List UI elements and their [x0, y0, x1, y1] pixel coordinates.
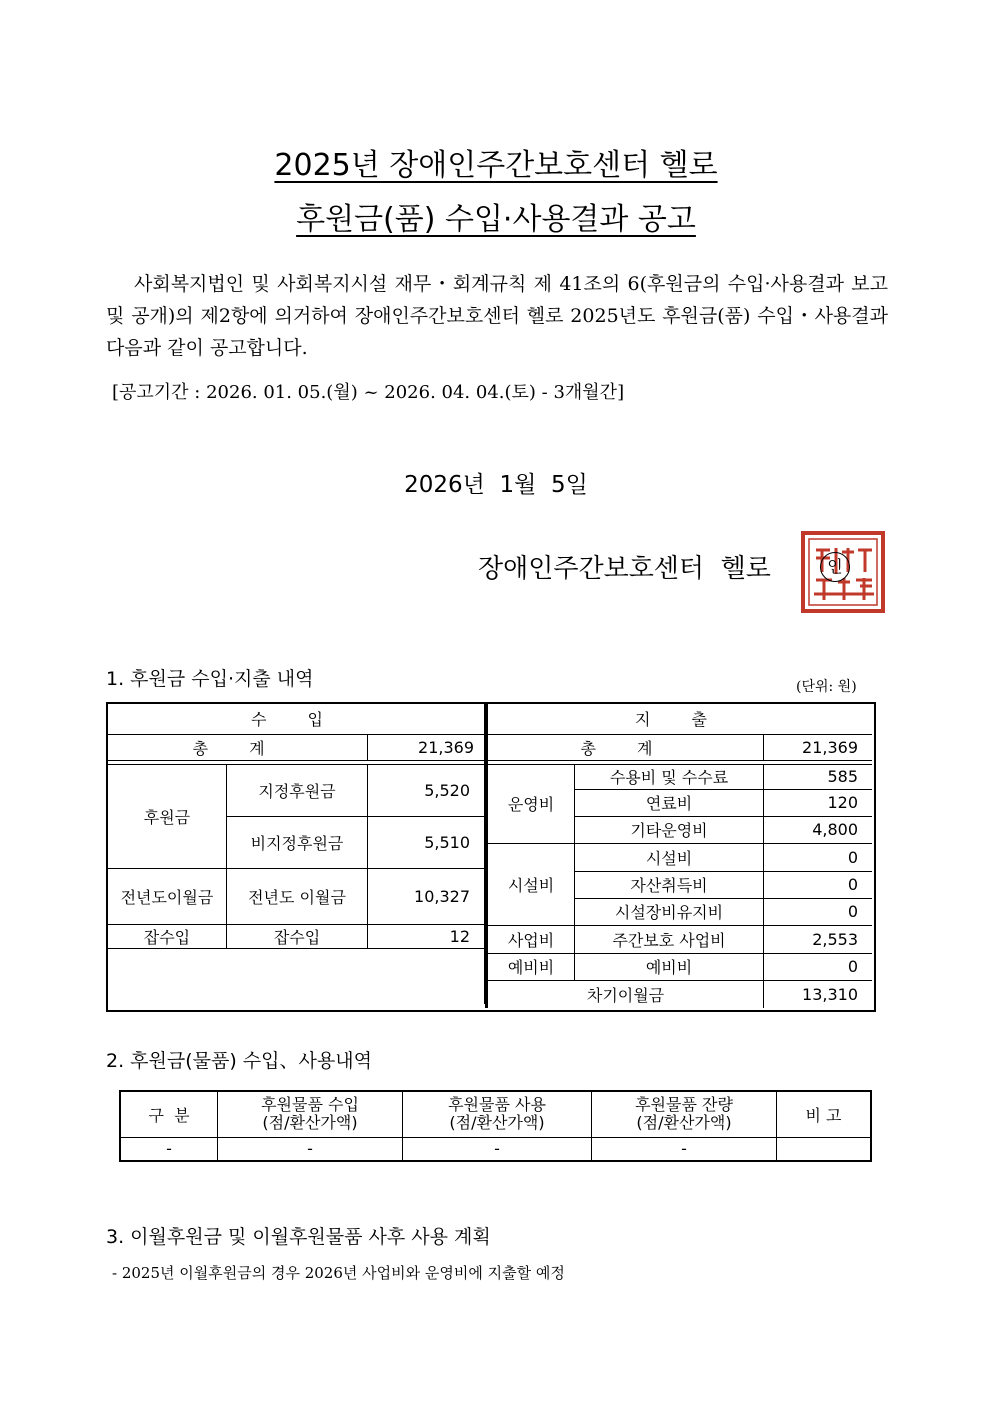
goods-table — [119, 1090, 872, 1162]
income-header: 수 입 — [108, 704, 485, 734]
goods-cell: - — [403, 1137, 592, 1161]
notice-period: [공고기간 : 2026. 01. 05.(월) ~ 2026. 04. 04.(토) - 3개월간] — [112, 382, 625, 403]
expense-item-value: 0 — [764, 843, 873, 871]
notice-date: 2026년 1월 5일 — [404, 472, 588, 498]
goods-header-income: 후원물품 수입 (점/환산가액) — [218, 1091, 403, 1137]
section-3-note: - 2025년 이월후원금의 경우 2026년 사업비와 운영비에 지출할 예정 — [112, 1264, 565, 1282]
carryover-label: 전년도 이월금 — [226, 868, 367, 924]
goods-cell — [777, 1137, 872, 1161]
unit-label: (단위: 원) — [796, 679, 857, 695]
designated-value: 5,520 — [368, 764, 485, 816]
expense-item-label: 기타운영비 — [575, 816, 764, 843]
goods-header-note: 비 고 — [777, 1091, 872, 1137]
seal-mark: 인 — [820, 552, 850, 582]
expense-item-label: 자산취득비 — [575, 871, 764, 898]
reserve-group-label: 예비비 — [488, 953, 575, 980]
goods-subheader: (점/환산가액) — [449, 1113, 545, 1133]
section-3-heading: 3. 이월후원금 및 이월후원물품 사후 사용 계획 — [106, 1226, 491, 1248]
expense-item-label: 시설비 — [575, 843, 764, 871]
business-value: 2,553 — [764, 925, 873, 953]
nondesignated-value: 5,510 — [368, 816, 485, 868]
goods-cell: - — [592, 1137, 777, 1161]
section-1-heading: 1. 후원금 수입·지출 내역 — [106, 668, 314, 690]
misc-label: 잡수입 — [226, 924, 367, 948]
intro-paragraph: 사회복지법인 및 사회복지시설 재무・회계규칙 제 41조의 6(후원금의 수입·사용결과 보고 및 공개)의 제2항에 의거하여 장애인주간보호센터 헬로 2025년도 후원금(품) 수입・사용결과 다음과 같이 공고합니다. — [106, 273, 888, 359]
table-divider — [485, 702, 487, 1008]
carryover-group-label: 전년도이월금 — [108, 868, 226, 924]
business-label: 주간보호 사업비 — [575, 925, 764, 953]
facility-group-label: 시설비 — [488, 843, 575, 925]
goods-cell: - — [120, 1137, 218, 1161]
reserve-label: 예비비 — [575, 953, 764, 980]
expense-table — [487, 704, 872, 1008]
title-line-1: 2025년 장애인주간보호센터 헬로 — [274, 148, 718, 183]
income-total-label: 총 계 — [108, 734, 368, 760]
expense-item-value: 4,800 — [764, 816, 873, 843]
expense-total-value: 21,369 — [764, 734, 873, 760]
title-line-2: 후원금(품) 수입·사용결과 공고 — [296, 202, 696, 237]
expense-header: 지 출 — [488, 704, 873, 734]
expense-item-value: 0 — [764, 898, 873, 925]
income-total-value: 21,369 — [368, 734, 485, 760]
next-carryover-label: 차기이월금 — [488, 980, 764, 1008]
reserve-value: 0 — [764, 953, 873, 980]
goods-cell: - — [218, 1137, 403, 1161]
section-2-heading: 2. 후원금(물품) 수입、사용내역 — [106, 1050, 372, 1072]
goods-subheader: (점/환산가액) — [262, 1113, 358, 1133]
goods-subheader: (점/환산가액) — [636, 1113, 732, 1133]
donation-group-label: 후원금 — [108, 764, 226, 868]
organization-name: 장애인주간보호센터 헬로 — [478, 554, 771, 584]
income-table — [108, 704, 485, 1004]
nondesignated-label: 비지정후원금 — [226, 816, 367, 868]
operating-group-label: 운영비 — [488, 764, 575, 843]
carryover-value: 10,327 — [368, 868, 485, 924]
business-group-label: 사업비 — [488, 925, 575, 953]
expense-item-label: 수용비 및 수수료 — [575, 764, 764, 789]
income-empty-cell — [108, 948, 485, 1004]
expense-item-value: 120 — [764, 789, 873, 816]
expense-item-value: 0 — [764, 871, 873, 898]
goods-header-use: 후원물품 사용 (점/환산가액) — [403, 1091, 592, 1137]
next-carryover-value: 13,310 — [764, 980, 873, 1008]
goods-header-balance: 후원물품 잔량 (점/환산가액) — [592, 1091, 777, 1137]
goods-header-category: 구 분 — [120, 1091, 218, 1137]
expense-item-label: 시설장비유지비 — [575, 898, 764, 925]
expense-total-label: 총 계 — [488, 734, 764, 760]
designated-label: 지정후원금 — [226, 764, 367, 816]
expense-item-value: 585 — [764, 764, 873, 789]
misc-value: 12 — [368, 924, 485, 948]
expense-item-label: 연료비 — [575, 789, 764, 816]
misc-group-label: 잡수입 — [108, 924, 226, 948]
